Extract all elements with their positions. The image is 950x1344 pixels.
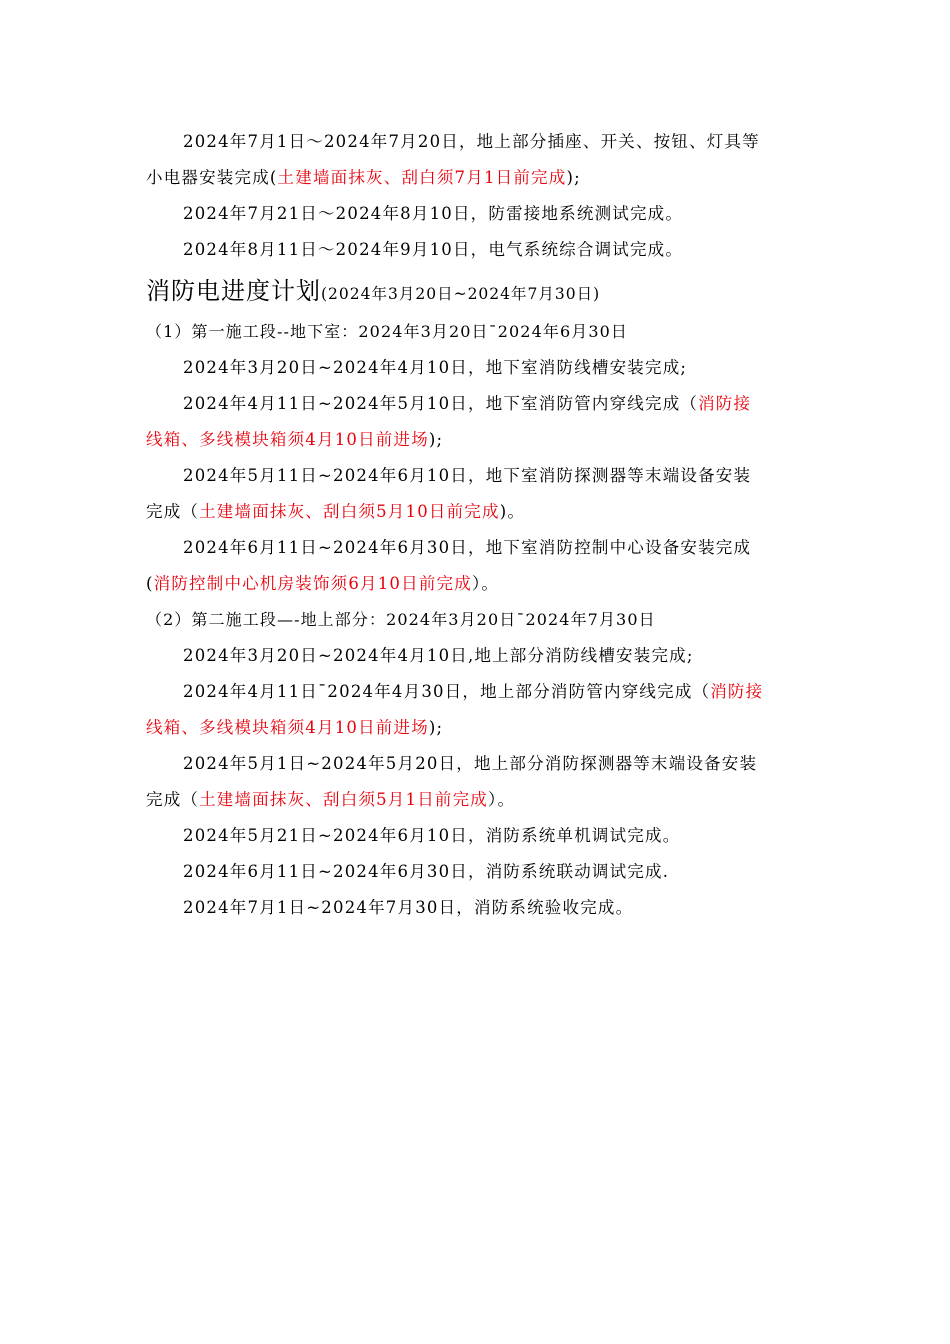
red-note: 土建墙面抹灰、刮白须7月1日前完成 [277,168,567,187]
red-note: 线箱、多线模块箱须4月10日前进场 [146,718,429,737]
paragraph-text: 小电器安装完成( [146,168,278,187]
item-text: 2024年3月20日~2024年4月10日,地上部分消防线槽安装完成; [183,646,694,665]
paragraph-text: 2024年8月11日～2024年9月10日，电气系统综合调试完成。 [183,240,684,259]
item-text: 2024年6月11日~2024年6月30日，地下室消防控制中心设备安装完成 [183,538,752,557]
schedule-item [146,350,806,386]
schedule-item [146,386,806,422]
schedule-item-continuation [146,710,806,746]
paragraph-text: 2024年7月1日～2024年7月20日，地上部分插座、开关、按钮、灯具等 [183,132,760,151]
schedule-item-continuation [146,566,806,602]
stage-title-text: （2）第二施工段—-地上部分：2024年3月20日¯2024年7月30日 [146,610,656,629]
red-note: 土建墙面抹灰、刮白须5月10日前完成 [199,502,500,521]
schedule-item [146,530,806,566]
paragraph [146,196,806,232]
paragraph [146,232,806,268]
section-heading [146,268,806,314]
item-text: 2024年4月11日¯2024年4月30日，地上部分消防管内穿线完成（ [183,682,711,701]
red-note: 消防控制中心机房装饰须6月10日前完成 [153,574,472,593]
item-text: ）。 [471,574,500,593]
stage-title-text: （1）第一施工段--地下室：2024年3月20日¯2024年6月30日 [146,322,629,341]
paragraph-continuation [146,160,806,196]
item-text: 2024年7月1日~2024年7月30日，消防系统验收完成。 [183,898,634,917]
paragraph-text: ); [566,168,581,187]
schedule-item [146,458,806,494]
item-text: 2024年3月20日~2024年4月10日，地下室消防线槽安装完成; [183,358,688,377]
schedule-item-continuation [146,422,806,458]
stage-title [146,314,806,350]
item-text: 2024年5月21日~2024年6月10日，消防系统单机调试完成。 [183,826,681,845]
item-text: 2024年4月11日~2024年5月10日，地下室消防管内穿线完成（ [183,394,699,413]
schedule-item [146,638,806,674]
item-text: )。 [499,502,526,521]
schedule-item-continuation [146,494,806,530]
item-text: ( [146,574,154,593]
red-note: 消防接 [710,682,764,701]
red-note: 土建墙面抹灰、刮白须5月1日前完成 [199,790,489,809]
schedule-item [146,854,806,890]
item-text: 2024年5月11日~2024年6月10日，地下室消防探测器等末端设备安装 [183,466,752,485]
schedule-item [146,818,806,854]
schedule-item [146,746,806,782]
schedule-item [146,674,806,710]
red-note: 消防接 [698,394,752,413]
schedule-item-continuation [146,782,806,818]
paragraph [146,124,806,160]
item-text: 完成（ [146,502,200,521]
stage-title [146,602,806,638]
document-page [146,124,806,926]
item-text: ）。 [488,790,516,809]
item-text: 完成（ [146,790,200,809]
item-text: ); [428,718,444,737]
schedule-item [146,890,806,926]
item-text: 2024年6月11日~2024年6月30日，消防系统联动调试完成. [183,862,670,881]
paragraph-text: 2024年7月21日～2024年8月10日，防雷接地系统测试完成。 [183,204,684,223]
item-text: 2024年5月1日~2024年5月20日，地上部分消防探测器等末端设备安装 [183,754,758,773]
red-note: 线箱、多线模块箱须4月10日前进场 [146,430,429,449]
heading-date-range: (2024年3月20日~2024年7月30日) [321,285,601,303]
heading-title: 消防电进度计划 [146,277,321,305]
item-text: ); [428,430,444,449]
